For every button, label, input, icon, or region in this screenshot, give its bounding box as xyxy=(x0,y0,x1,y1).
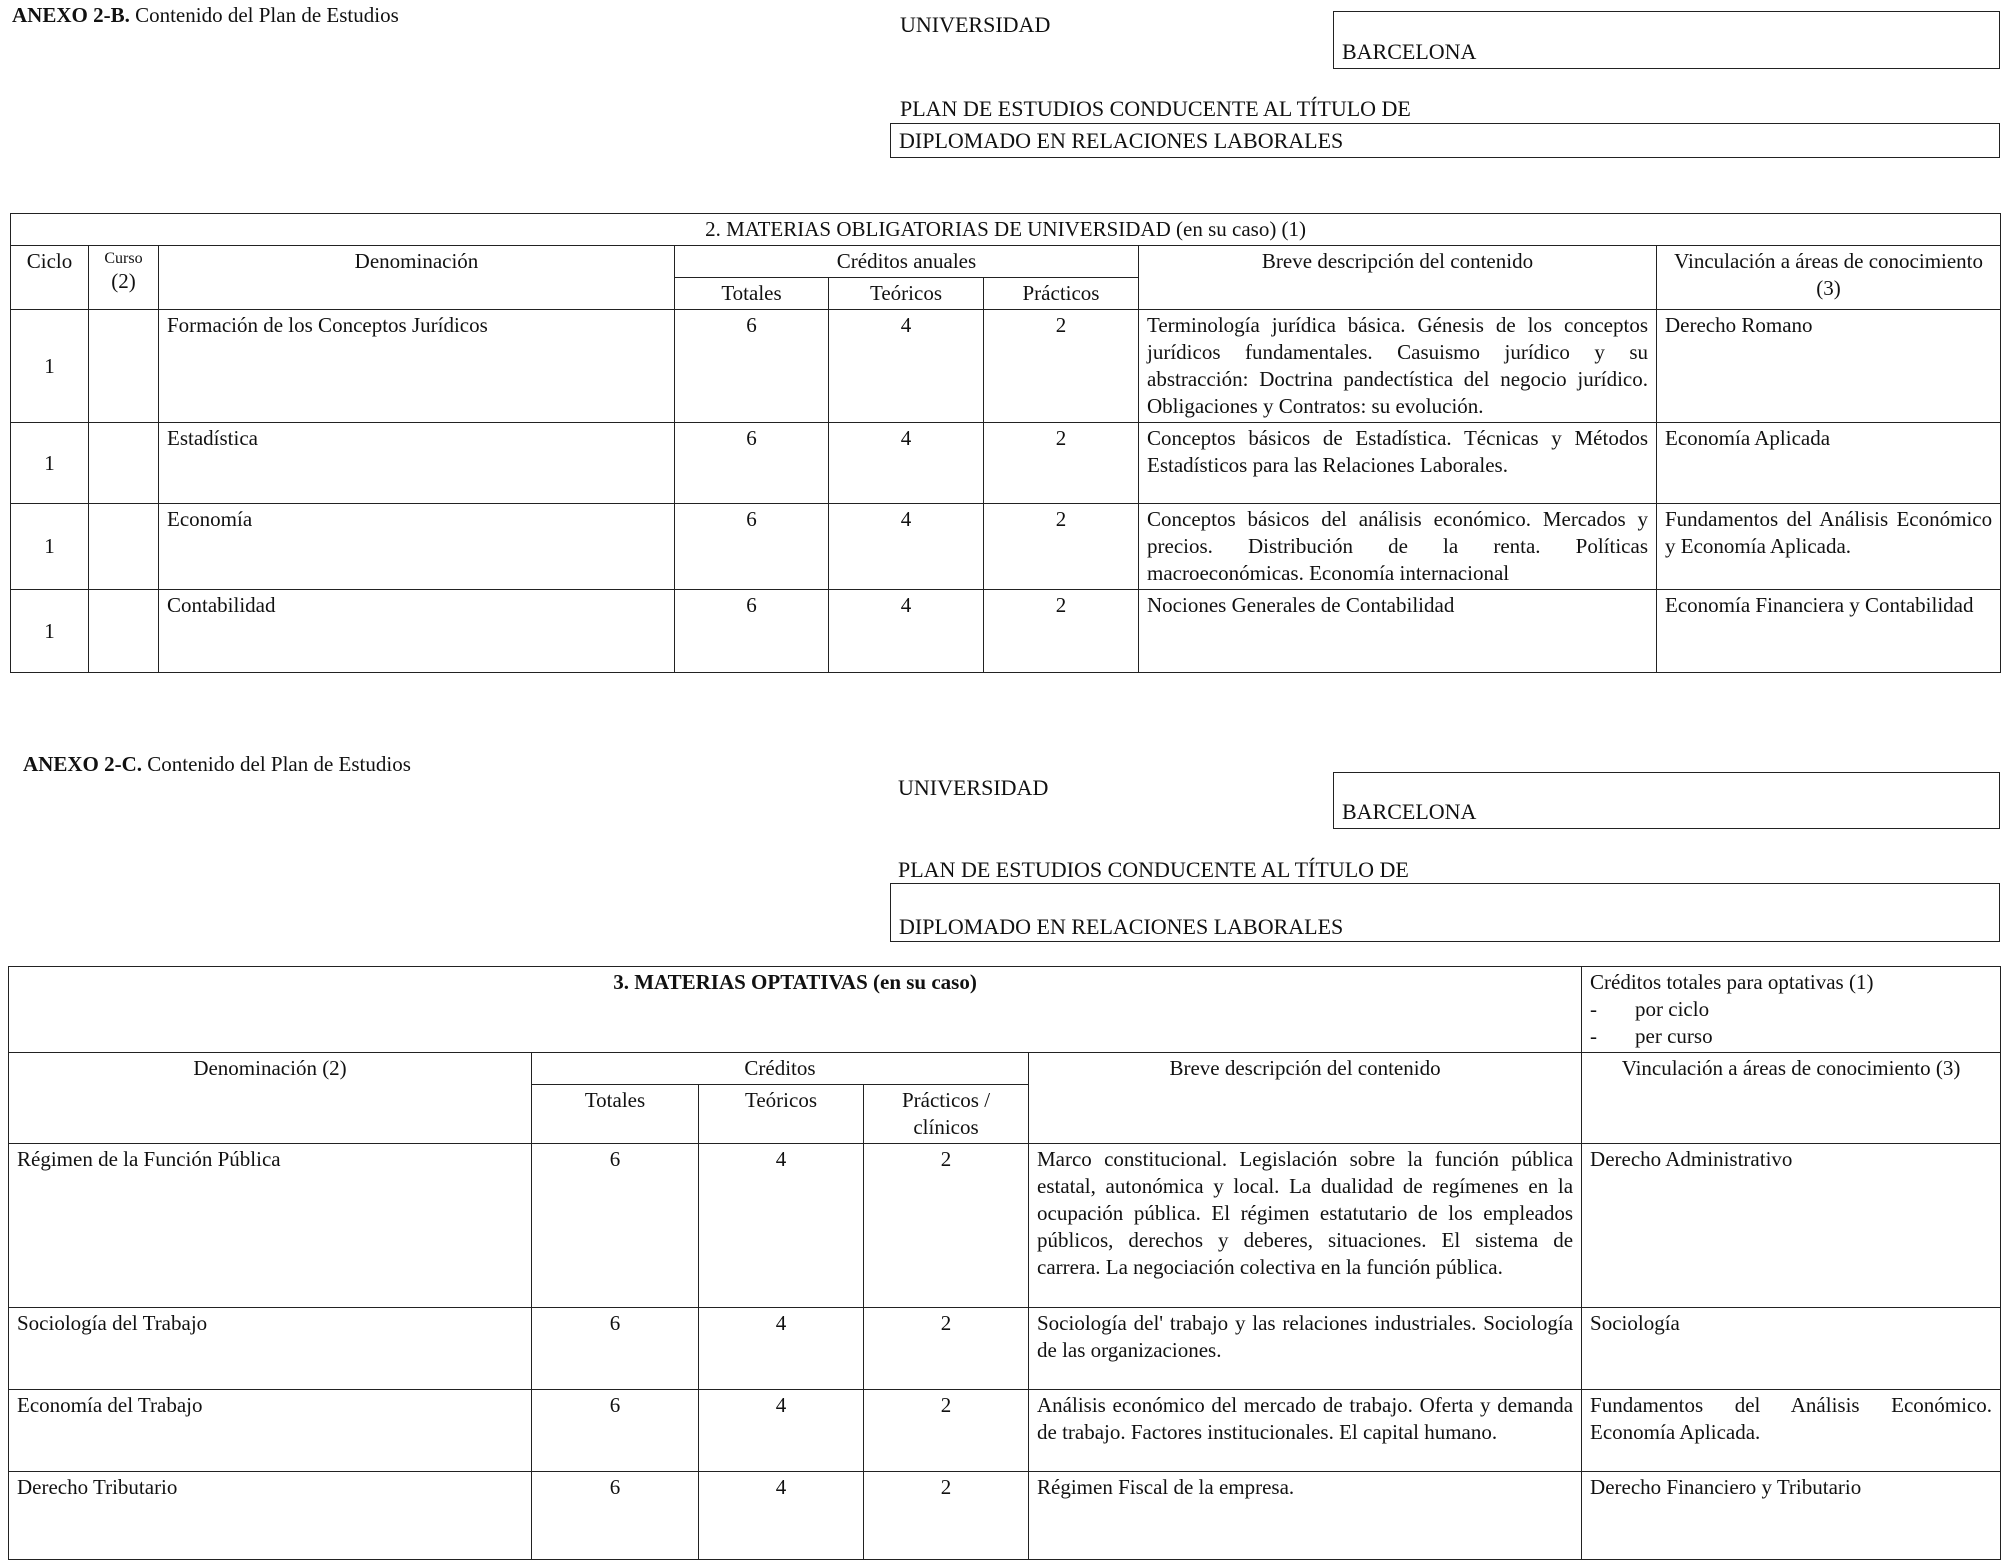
cell-practicos: 2 xyxy=(984,423,1139,504)
header-teoricos: Teóricos xyxy=(829,278,984,310)
cell-totales: 6 xyxy=(675,590,829,673)
header-creditos: Créditos anuales xyxy=(675,246,1139,278)
cell-vinculacion: Fundamentos del Análisis Económico y Economía Aplicada. xyxy=(1657,504,2001,590)
header-descripcion: Breve descripción del contenido xyxy=(1139,246,1657,310)
cell-vinculacion: Sociología xyxy=(1582,1308,2001,1390)
header-practicos: Prácticos xyxy=(984,278,1139,310)
cell-practicos: 2 xyxy=(984,504,1139,590)
cell-vinculacion: Economía Financiera y Contabilidad xyxy=(1657,590,2001,673)
cell-vinculacion: Derecho Romano xyxy=(1657,310,2001,423)
cell-descripcion: Conceptos básicos de Estadística. Técnicas y Métodos Estadísticos para las Relaciones Laborales. xyxy=(1139,423,1657,504)
university-box xyxy=(1333,11,2000,69)
cell-descripcion: Sociología del' trabajo y las relaciones industriales. Sociología de las organizaciones. xyxy=(1029,1308,1582,1390)
header-denominacion: Denominación xyxy=(159,246,675,310)
plan-value: DIPLOMADO EN RELACIONES LABORALES xyxy=(899,128,1344,153)
cell-practicos: 2 xyxy=(864,1308,1029,1390)
cell-teoricos: 4 xyxy=(699,1144,864,1308)
table-row xyxy=(9,1390,2001,1472)
plan-box xyxy=(890,883,2000,942)
cell-totales: 6 xyxy=(532,1472,699,1560)
cell-descripcion: Conceptos básicos del análisis económico. Mercados y precios. Distribución de la renta. Políticas macroeconómicas. Economía internacional xyxy=(1139,504,1657,590)
header-totales: Totales xyxy=(532,1085,699,1144)
cell-teoricos: 4 xyxy=(699,1308,864,1390)
dash: - xyxy=(1590,1024,1598,1048)
cell-totales: 6 xyxy=(675,504,829,590)
header-ciclo: Ciclo xyxy=(11,246,89,310)
table-row xyxy=(11,504,2001,590)
plan-label: PLAN DE ESTUDIOS CONDUCENTE AL TÍTULO DE xyxy=(898,857,1409,882)
creditos-optativas-cell xyxy=(1582,967,2001,1053)
university-value: BARCELONA xyxy=(1342,799,1477,824)
table-row xyxy=(9,1144,2001,1308)
optional-subjects-table xyxy=(8,966,2001,1560)
table-row xyxy=(11,310,2001,423)
cell-vinculacion: Derecho Financiero y Tributario xyxy=(1582,1472,2001,1560)
cell-teoricos: 4 xyxy=(699,1472,864,1560)
cell-curso xyxy=(89,423,159,504)
header-curso xyxy=(89,246,159,310)
cell-denominacion: Economía del Trabajo xyxy=(9,1390,532,1472)
table-row xyxy=(11,423,2001,504)
table-row xyxy=(9,1472,2001,1560)
per-curso-line xyxy=(1590,1023,1992,1050)
cell-curso xyxy=(89,590,159,673)
cell-descripcion: Análisis económico del mercado de trabajo. Oferta y demanda de trabajo. Factores institucionales. El capital humano. xyxy=(1029,1390,1582,1472)
cell-descripcion: Marco constitucional. Legislación sobre la función pública estatal, autonómica y local. La dualidad de regímenes en la ocupación pública. El régimen estatutario de los empleados públicos, derechos y deberes, situaciones. El sistema de carrera. La negociación colectiva en la función pública. xyxy=(1029,1144,1582,1308)
plan-label: PLAN DE ESTUDIOS CONDUCENTE AL TÍTULO DE xyxy=(900,96,1411,121)
por-ciclo: por ciclo xyxy=(1635,997,1710,1021)
cell-denominacion: Estadística xyxy=(159,423,675,504)
cell-descripcion: Régimen Fiscal de la empresa. xyxy=(1029,1472,1582,1560)
table-row xyxy=(9,1308,2001,1390)
header-creditos: Créditos xyxy=(532,1053,1029,1085)
cell-curso xyxy=(89,310,159,423)
cell-totales: 6 xyxy=(532,1308,699,1390)
cell-descripcion: Terminología jurídica básica. Génesis de los conceptos jurídicos fundamentales. Casuismo jurídico y su abstracción: Doctrina pandectística del negocio jurídico. Obligaciones y Contratos: su evolución. xyxy=(1139,310,1657,423)
cell-ciclo: 1 xyxy=(11,590,89,673)
cell-descripcion: Nociones Generales de Contabilidad xyxy=(1139,590,1657,673)
header-practicos: Prácticos / clínicos xyxy=(864,1085,1029,1144)
cell-denominacion: Contabilidad xyxy=(159,590,675,673)
cell-practicos: 2 xyxy=(864,1144,1029,1308)
annex-title: Contenido del Plan de Estudios xyxy=(135,3,399,27)
cell-teoricos: 4 xyxy=(829,504,984,590)
cell-denominacion: Sociología del Trabajo xyxy=(9,1308,532,1390)
cell-denominacion: Economía xyxy=(159,504,675,590)
header-curso-note: (2) xyxy=(111,269,136,293)
cell-vinculacion: Fundamentos del Análisis Económico. Economía Aplicada. xyxy=(1582,1390,2001,1472)
table-title: 3. MATERIAS OPTATIVAS (en su caso) xyxy=(9,967,1582,1053)
dash: - xyxy=(1590,997,1598,1021)
cell-practicos: 2 xyxy=(864,1472,1029,1560)
cell-totales: 6 xyxy=(675,423,829,504)
cell-denominacion: Régimen de la Función Pública xyxy=(9,1144,532,1308)
cell-teoricos: 4 xyxy=(699,1390,864,1472)
plan-box xyxy=(890,123,2000,158)
cell-practicos: 2 xyxy=(984,590,1139,673)
university-box xyxy=(1333,772,2000,829)
mandatory-subjects-table xyxy=(10,213,2001,673)
cell-practicos: 2 xyxy=(864,1390,1029,1472)
creditos-optativas-label: Créditos totales para optativas (1) xyxy=(1590,970,1874,994)
cell-vinculacion: Derecho Administrativo xyxy=(1582,1144,2001,1308)
cell-ciclo: 1 xyxy=(11,310,89,423)
per-curso: per curso xyxy=(1635,1024,1713,1048)
cell-denominacion: Derecho Tributario xyxy=(9,1472,532,1560)
cell-totales: 6 xyxy=(675,310,829,423)
header-vinculacion: Vinculación a áreas de conocimiento (3) xyxy=(1582,1053,2001,1144)
cell-teoricos: 4 xyxy=(829,423,984,504)
cell-curso xyxy=(89,504,159,590)
header-vinculacion: Vinculación a áreas de conocimiento (3) xyxy=(1657,246,2001,310)
annex-code: ANEXO 2-C. xyxy=(23,752,142,776)
header-denominacion: Denominación (2) xyxy=(9,1053,532,1144)
header-teoricos: Teóricos xyxy=(699,1085,864,1144)
cell-denominacion: Formación de los Conceptos Jurídicos xyxy=(159,310,675,423)
plan-value: DIPLOMADO EN RELACIONES LABORALES xyxy=(899,914,1344,939)
cell-ciclo: 1 xyxy=(11,504,89,590)
cell-ciclo: 1 xyxy=(11,423,89,504)
table-row xyxy=(11,590,2001,673)
university-value: BARCELONA xyxy=(1342,39,1477,64)
cell-totales: 6 xyxy=(532,1144,699,1308)
university-label: UNIVERSIDAD xyxy=(898,775,1049,800)
annex-code: ANEXO 2-B. xyxy=(12,3,130,27)
header-descripcion: Breve descripción del contenido xyxy=(1029,1053,1582,1144)
por-ciclo-line xyxy=(1590,996,1992,1023)
university-label: UNIVERSIDAD xyxy=(900,12,1051,37)
header-curso-label: Curso xyxy=(104,250,143,267)
annex-heading-2b xyxy=(12,3,399,28)
header-totales: Totales xyxy=(675,278,829,310)
cell-teoricos: 4 xyxy=(829,590,984,673)
annex-title: Contenido del Plan de Estudios xyxy=(147,752,411,776)
annex-heading-2c xyxy=(23,752,411,777)
table-title: 2. MATERIAS OBLIGATORIAS DE UNIVERSIDAD (en su caso) (1) xyxy=(11,214,2001,246)
cell-teoricos: 4 xyxy=(829,310,984,423)
cell-practicos: 2 xyxy=(984,310,1139,423)
cell-vinculacion: Economía Aplicada xyxy=(1657,423,2001,504)
cell-totales: 6 xyxy=(532,1390,699,1472)
